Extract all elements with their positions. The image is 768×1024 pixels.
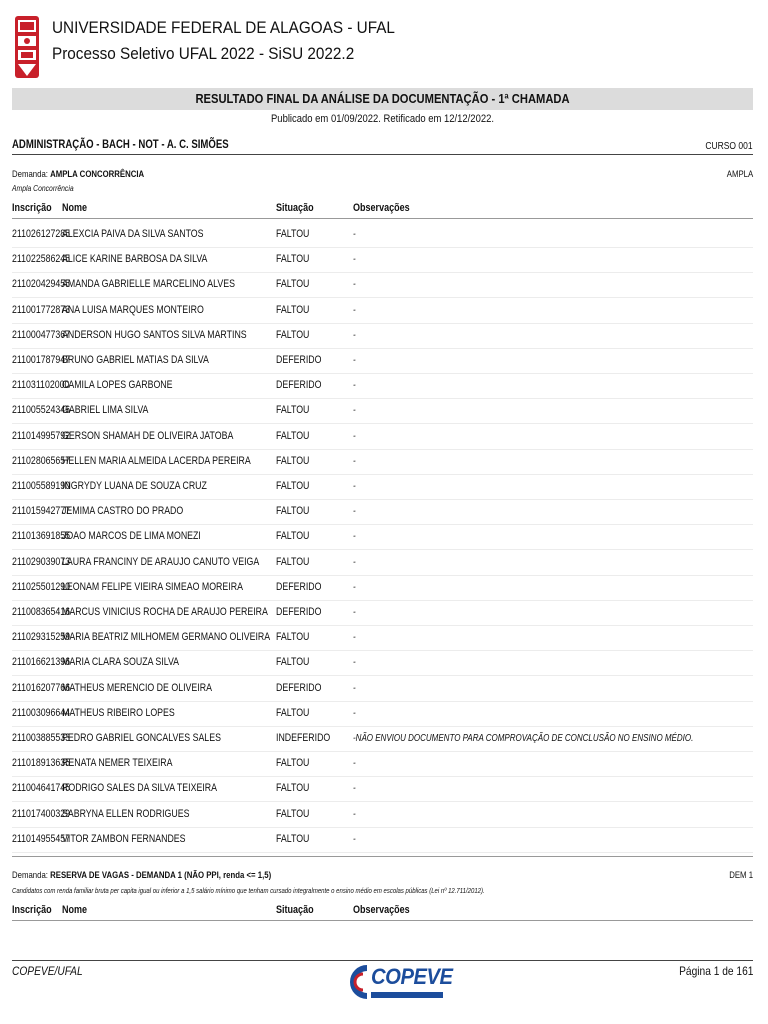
- observacoes-cell: -: [353, 607, 356, 618]
- situacao-cell: FALTOU: [276, 631, 310, 644]
- copeve-logo: [345, 962, 453, 1002]
- situacao-cell: FALTOU: [276, 782, 310, 795]
- observacoes-cell: -: [353, 279, 356, 291]
- situacao-cell: DEFERIDO: [276, 606, 322, 618]
- inscricao-cell: 211015942777: [12, 505, 71, 518]
- footer-rule: [12, 960, 753, 961]
- situacao-cell: FALTOU: [276, 278, 310, 291]
- col-observacoes: Observações: [353, 904, 410, 916]
- observacoes-cell: -: [353, 506, 356, 518]
- observacoes-cell: -NÃO ENVIOU DOCUMENTO PARA COMPROVAÇÃO DE CONCLUSÃO NO ENSINO MÉDIO.: [353, 733, 694, 744]
- nome-cell: MATHEUS MERENCIO DE OLIVEIRA: [62, 681, 212, 694]
- nome-cell: LEONAM FELIPE VIEIRA SIMEAO MOREIRA: [62, 580, 243, 593]
- nome-cell: PEDRO GABRIEL GONCALVES SALES: [62, 732, 221, 744]
- document-title: RESULTADO FINAL DA ANÁLISE DA DOCUMENTAÇÃO - 1ª CHAMADA: [195, 91, 570, 106]
- col-nome: Nome: [62, 202, 88, 214]
- observacoes-cell: -: [353, 682, 356, 694]
- col-observacoes: Observações: [353, 202, 410, 214]
- nome-cell: ANDERSON HUGO SANTOS SILVA MARTINS: [62, 328, 247, 341]
- copeve-logo-icon: [345, 964, 371, 1000]
- demand-ampla-description: Ampla Concorrência: [12, 184, 74, 193]
- nome-cell: CAMILA LOPES GARBONE: [62, 379, 173, 392]
- situacao-cell: INDEFERIDO: [276, 732, 331, 744]
- table-row: [12, 272, 753, 298]
- inscricao-cell: 211017400329: [12, 807, 71, 820]
- nome-cell: MARIA BEATRIZ MILHOMEM GERMANO OLIVEIRA: [62, 631, 271, 644]
- inscricao-cell: 211018913635: [12, 757, 71, 770]
- nome-cell: AMANDA GABRIELLE MARCELINO ALVES: [62, 278, 235, 291]
- inscricao-cell: 211001772873: [12, 303, 71, 316]
- inscricao-cell: 211005589190: [12, 480, 71, 492]
- demand-dem1-code: DEM 1: [729, 870, 753, 881]
- inscricao-cell: 211008365416: [12, 606, 71, 618]
- copeve-logo-band: [371, 992, 443, 998]
- footer-org: COPEVE/UFAL: [12, 964, 83, 978]
- table-row: [12, 449, 753, 475]
- inscricao-cell: 211016621396: [12, 656, 71, 669]
- process-name: Processo Seletivo UFAL 2022 - SiSU 2022.2: [52, 44, 355, 63]
- observacoes-cell: -: [353, 355, 356, 366]
- table-row: [12, 726, 753, 752]
- col-inscricao: Inscrição: [12, 202, 52, 214]
- nome-cell: MARCUS VINICIUS ROCHA DE ARAUJO PEREIRA: [62, 606, 268, 618]
- nome-cell: LAURA FRANCINY DE ARAUJO CANUTO VEIGA: [62, 555, 260, 568]
- divider: [12, 218, 753, 219]
- situacao-cell: FALTOU: [276, 303, 310, 316]
- situacao-cell: FALTOU: [276, 328, 310, 341]
- nome-cell: GABRIEL LIMA SILVA: [62, 404, 149, 417]
- inscricao-cell: 211003096644: [12, 706, 71, 719]
- published-note: Publicado em 01/09/2022. Retificado em 12/12/2022.: [270, 113, 494, 125]
- table-row: [12, 701, 753, 727]
- situacao-cell: FALTOU: [276, 253, 310, 266]
- observacoes-cell: -: [353, 531, 356, 543]
- table-row: [12, 575, 753, 601]
- inscricao-cell: 211004641745: [12, 782, 71, 795]
- situacao-cell: DEFERIDO: [276, 379, 322, 392]
- col-inscricao: Inscrição: [12, 904, 52, 916]
- situacao-cell: FALTOU: [276, 656, 310, 669]
- nome-cell: ALICE KARINE BARBOSA DA SILVA: [62, 253, 208, 266]
- course-name: ADMINISTRAÇÃO - BACH - NOT - A. C. SIMÕES: [12, 137, 229, 151]
- inscricao-cell: 211022586245: [12, 253, 71, 266]
- situacao-cell: DEFERIDO: [276, 681, 322, 694]
- divider: [12, 154, 753, 155]
- situacao-cell: FALTOU: [276, 228, 310, 240]
- observacoes-cell: -: [353, 254, 356, 266]
- demand-ampla-code: AMPLA: [726, 169, 753, 180]
- page-number: Página 1 de 161: [678, 964, 753, 978]
- table-row: [12, 625, 753, 651]
- observacoes-cell: -: [353, 380, 356, 392]
- situacao-cell: FALTOU: [276, 706, 310, 719]
- observacoes-cell: -: [353, 783, 356, 795]
- university-name: UNIVERSIDADE FEDERAL DE ALAGOAS - UFAL: [52, 18, 395, 37]
- divider: [12, 856, 753, 857]
- inscricao-cell: 211026127285: [12, 228, 71, 240]
- inscricao-cell: 211025501290: [12, 580, 71, 593]
- col-situacao: Situação: [276, 202, 314, 214]
- situacao-cell: DEFERIDO: [276, 354, 322, 366]
- observacoes-cell: -: [353, 833, 356, 845]
- nome-cell: JEMIMA CASTRO DO PRADO: [62, 505, 184, 518]
- nome-cell: JOAO MARCOS DE LIMA MONEZI: [62, 530, 201, 543]
- inscricao-cell: 211020429455: [12, 278, 71, 291]
- table-row: [12, 298, 753, 324]
- observacoes-cell: -: [353, 229, 356, 240]
- table-row: [12, 424, 753, 450]
- table-row: [12, 776, 753, 802]
- situacao-cell: FALTOU: [276, 530, 310, 543]
- inscricao-cell: 211013691855: [12, 530, 71, 543]
- table-row: [12, 802, 753, 828]
- situacao-cell: FALTOU: [276, 807, 310, 820]
- observacoes-cell: -: [353, 808, 356, 820]
- inscricao-cell: 211028065657: [12, 454, 71, 467]
- observacoes-cell: -: [353, 455, 356, 467]
- table-row: [12, 650, 753, 676]
- observacoes-cell: -: [353, 405, 356, 417]
- demand-dem1-description: Candidatos com renda familiar bruta per capita igual ou inferior a 1,5 salário mínimo que tenham cursado integralmente o ensino médio em escolas públicas (Lei nº 12.711/2012).: [12, 886, 485, 895]
- situacao-cell: FALTOU: [276, 454, 310, 467]
- table-row: [12, 323, 753, 349]
- observacoes-cell: -: [353, 304, 356, 316]
- observacoes-cell: -: [353, 329, 356, 341]
- observacoes-cell: -: [353, 481, 356, 492]
- inscricao-cell: 211001787947: [12, 354, 71, 366]
- col-nome: Nome: [62, 904, 88, 916]
- col-situacao: Situação: [276, 904, 314, 916]
- demand-ampla-label: Demanda: AMPLA CONCORRÊNCIA: [12, 169, 145, 180]
- inscricao-cell: 211014955457: [12, 832, 71, 845]
- inscricao-cell: 211003885533: [12, 732, 71, 744]
- nome-cell: GERSON SHAMAH DE OLIVEIRA JATOBA: [62, 429, 234, 442]
- situacao-cell: FALTOU: [276, 480, 310, 492]
- situacao-cell: FALTOU: [276, 404, 310, 417]
- observacoes-cell: -: [353, 707, 356, 719]
- title-band: [12, 88, 753, 110]
- observacoes-cell: -: [353, 632, 356, 644]
- observacoes-cell: -: [353, 758, 356, 770]
- observacoes-cell: -: [353, 556, 356, 568]
- nome-cell: RODRIGO SALES DA SILVA TEIXEIRA: [62, 782, 218, 795]
- table-row: [12, 827, 753, 853]
- inscricao-cell: 211005524346: [12, 404, 71, 417]
- table-row: [12, 499, 753, 525]
- nome-cell: ALEXCIA PAIVA DA SILVA SANTOS: [62, 228, 204, 240]
- copeve-logo-text: COPEVE: [371, 964, 453, 989]
- nome-cell: MATHEUS RIBEIRO LOPES: [62, 706, 175, 719]
- nome-cell: MARIA CLARA SOUZA SILVA: [62, 656, 180, 669]
- table-row: [12, 676, 753, 702]
- table-row: [12, 524, 753, 550]
- table-row: [12, 474, 753, 500]
- table-row: [12, 348, 753, 374]
- table-row: [12, 247, 753, 273]
- situacao-cell: DEFERIDO: [276, 580, 322, 593]
- inscricao-cell: 211014995792: [12, 429, 71, 442]
- nome-cell: RENATA NEMER TEIXEIRA: [62, 757, 173, 770]
- inscricao-cell: 211031102000: [12, 379, 70, 392]
- nome-cell: SABRYNA ELLEN RODRIGUES: [62, 807, 190, 820]
- observacoes-cell: -: [353, 430, 356, 442]
- situacao-cell: FALTOU: [276, 429, 310, 442]
- table-row: [12, 550, 753, 576]
- divider: [12, 920, 753, 921]
- table-row: [12, 751, 753, 777]
- table-row: [12, 600, 753, 626]
- inscricao-cell: 211000477367: [12, 328, 71, 341]
- inscricao-cell: 211016207766: [12, 681, 71, 694]
- observacoes-cell: -: [353, 581, 356, 593]
- situacao-cell: FALTOU: [276, 505, 310, 518]
- inscricao-cell: 211029315259: [12, 631, 71, 644]
- situacao-cell: FALTOU: [276, 757, 310, 770]
- course-code: CURSO 001: [705, 141, 753, 152]
- situacao-cell: FALTOU: [276, 832, 310, 845]
- situacao-cell: FALTOU: [276, 555, 310, 568]
- nome-cell: BRUNO GABRIEL MATIAS DA SILVA: [62, 354, 209, 366]
- nome-cell: VITOR ZAMBON FERNANDES: [62, 832, 186, 845]
- inscricao-cell: 211029039073: [12, 555, 71, 568]
- observacoes-cell: -: [353, 657, 356, 669]
- demand-dem1-label: Demanda: RESERVA DE VAGAS - DEMANDA 1 (NÃO PPI, renda <= 1,5): [12, 870, 272, 881]
- table-row: [12, 373, 753, 399]
- table-row: [12, 222, 753, 248]
- nome-cell: INGRYDY LUANA DE SOUZA CRUZ: [62, 480, 207, 492]
- table-row: [12, 398, 753, 424]
- nome-cell: ANA LUISA MARQUES MONTEIRO: [62, 303, 204, 316]
- nome-cell: HELLEN MARIA ALMEIDA LACERDA PEREIRA: [62, 454, 251, 467]
- ufal-seal-icon: [12, 14, 42, 80]
